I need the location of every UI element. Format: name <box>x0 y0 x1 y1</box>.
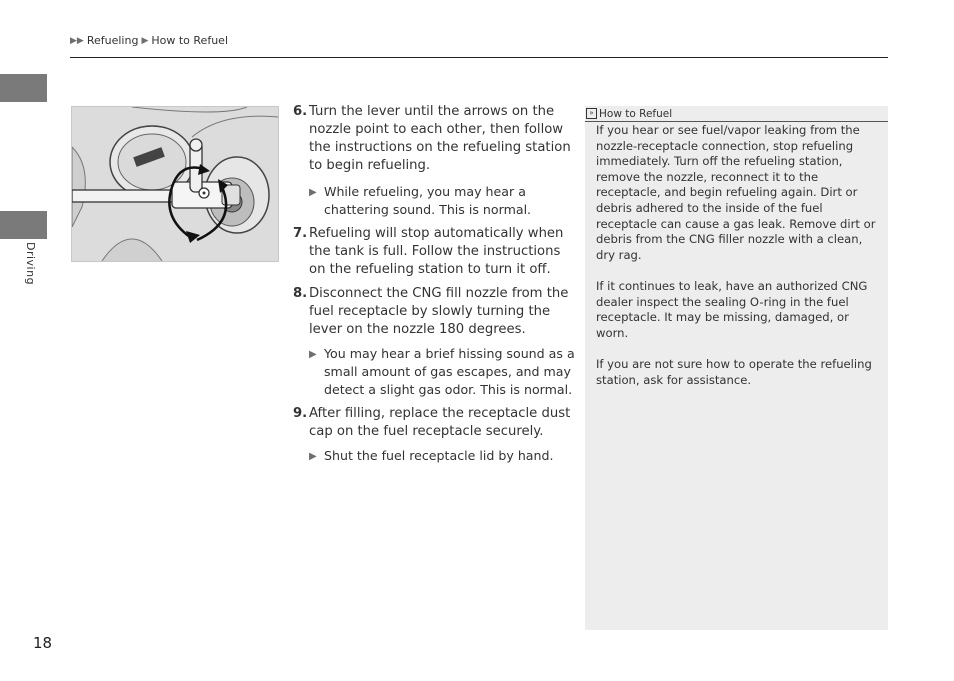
nozzle-receptacle-drawing <box>72 107 278 261</box>
reference-icon: » <box>586 108 597 119</box>
reference-sidebar <box>585 106 888 630</box>
breadcrumb-item-how-to-refuel[interactable]: How to Refuel <box>151 34 228 47</box>
section-tab-marker <box>0 74 47 102</box>
section-tab-label: Driving <box>24 242 37 286</box>
step-9-note <box>309 447 575 466</box>
arrow-icon: ▶ <box>141 35 149 46</box>
page-number: 18 <box>33 634 53 652</box>
step-text: Refueling will stop automatically when the tank is full. Follow the instructions on the refueling station to turn it off. <box>309 226 564 277</box>
step-9 <box>293 405 575 441</box>
header-rule <box>70 57 888 58</box>
step-number: 6. <box>293 104 308 119</box>
nozzle-illustration <box>71 106 279 262</box>
sidebar-paragraph: If it continues to leak, have an authorized CNG dealer inspect the sealing O-ring in the fuel receptacle. It may be missing, damaged, or worn. <box>596 278 868 340</box>
step-6 <box>293 103 575 175</box>
arrow-icon: ▶ <box>309 349 317 360</box>
breadcrumb <box>70 34 228 47</box>
arrow-icon: ▶ <box>309 451 317 462</box>
step-text: Turn the lever until the arrows on the nozzle point to each other, then follow the instructions on the refueling station to begin refueling. <box>309 104 571 173</box>
note-text: While refueling, you may hear a chattering sound. This is normal. <box>324 184 532 217</box>
sidebar-paragraph: If you hear or see fuel/vapor leaking from the nozzle-receptacle connection, stop refueling immediately. Turn off the refueling station, remove the nozzle, reconnect it to the receptacle, and begin refueling again. Dirt or debris adhered to the inside of the fuel receptacle can cause a gas leak. Remove dirt or debris from the CNG filler nozzle with a clean, dry rag. <box>596 123 876 262</box>
sidebar-paragraph: If you are not sure how to operate the refueling station, ask for assistance. <box>596 356 872 387</box>
step-7 <box>293 225 575 279</box>
breadcrumb-item-refueling[interactable]: Refueling <box>86 34 139 47</box>
sidebar-header <box>585 106 888 122</box>
step-6-note <box>309 183 575 219</box>
note-text: Shut the fuel receptacle lid by hand. <box>324 448 554 463</box>
step-8 <box>293 285 575 339</box>
step-text: After filling, replace the receptacle dust cap on the fuel receptacle securely. <box>309 406 571 439</box>
double-arrow-icon: ▶▶ <box>70 35 84 46</box>
arrow-icon: ▶ <box>309 187 317 198</box>
step-text: Disconnect the CNG fill nozzle from the fuel receptacle by slowly turning the lever on the nozzle 180 degrees. <box>309 286 569 337</box>
step-8-note <box>309 345 575 399</box>
step-number: 7. <box>293 226 308 241</box>
section-tab-driving[interactable] <box>0 211 47 239</box>
step-number: 8. <box>293 286 308 301</box>
step-number: 9. <box>293 406 308 421</box>
refuel-steps <box>293 103 575 472</box>
sidebar-title: How to Refuel <box>599 107 673 120</box>
sidebar-body <box>585 122 888 388</box>
note-text: You may hear a brief hissing sound as a small amount of gas escapes, and may detect a slight gas odor. This is normal. <box>324 346 575 397</box>
